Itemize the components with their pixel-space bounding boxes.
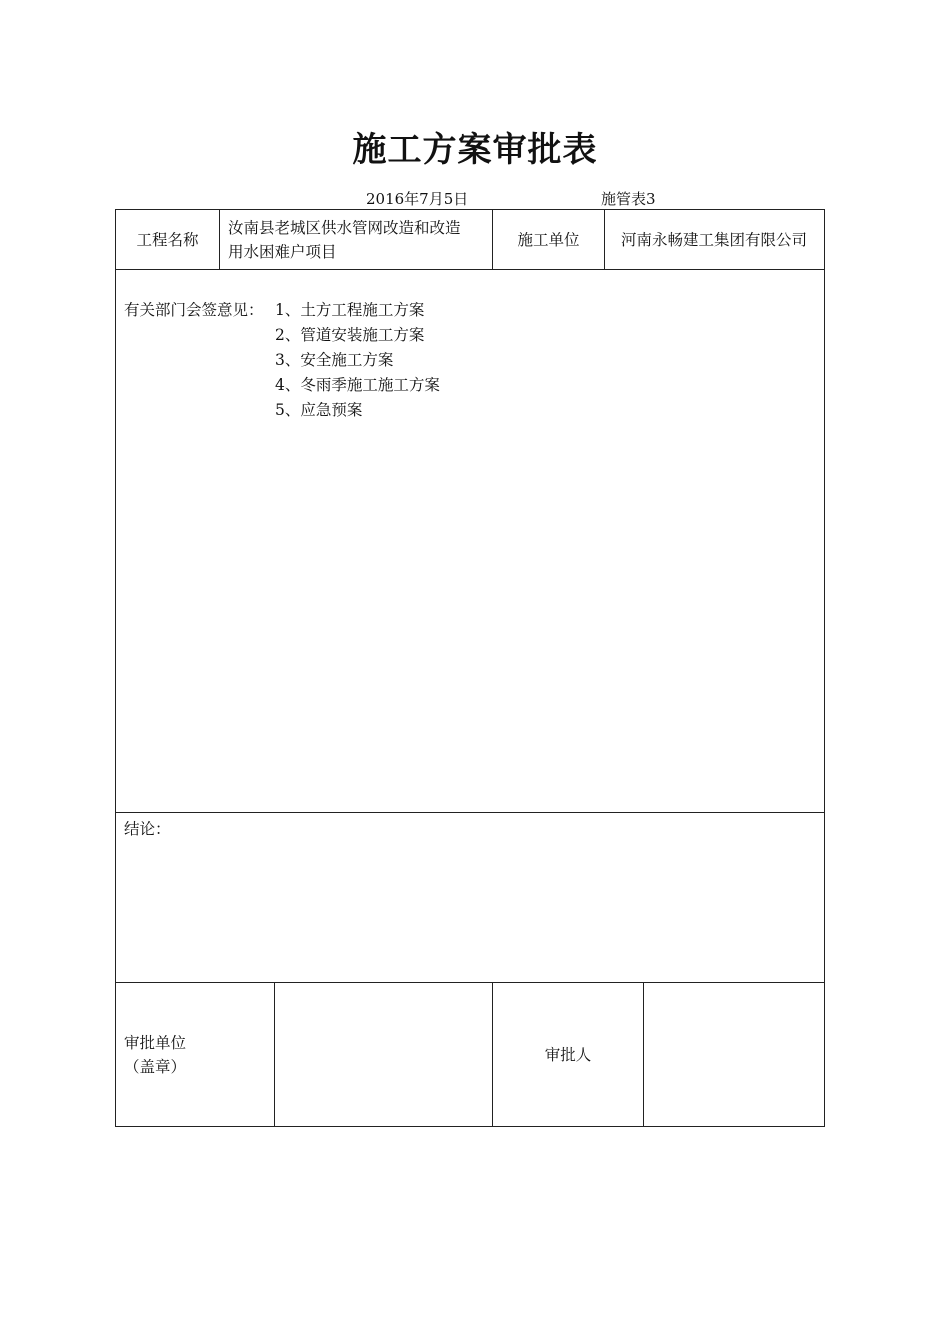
row-divider-approval [115, 982, 824, 983]
row-divider-header [115, 269, 824, 270]
approval-unit-cell [124, 1031, 186, 1079]
construction-unit-label: 施工单位 [517, 230, 580, 249]
opinions-label: 有关部门会签意见： [124, 301, 264, 319]
opinion-item: 3、安全施工方案 [275, 351, 394, 369]
form-number: 施管表3 [601, 190, 656, 208]
opinion-item: 2、管道安装施工方案 [275, 326, 425, 344]
conclusion-label: 结论： [124, 820, 171, 838]
approval-seal-label: （盖章） [124, 1058, 187, 1076]
approver-label: 审批人 [544, 1045, 592, 1064]
row-divider-conclusion [115, 812, 824, 813]
col-divider-approval-1 [274, 982, 275, 1126]
construction-unit-value: 河南永畅建工集团有限公司 [620, 230, 807, 249]
approval-table [115, 209, 825, 1127]
project-name-line1: 汝南县老城区供水管网改造和改造 [228, 219, 461, 237]
col-divider-approval-3 [643, 982, 644, 1126]
approval-unit-label: 审批单位 [124, 1034, 187, 1052]
project-name-label: 工程名称 [136, 230, 199, 249]
col-divider-1 [219, 209, 220, 269]
opinion-item: 4、冬雨季施工施工方案 [275, 376, 440, 394]
opinion-item: 1、土方工程施工方案 [275, 301, 425, 319]
project-name-line2: 用水困难户项目 [228, 243, 337, 261]
document-title: 施工方案审批表 [352, 130, 598, 170]
opinion-item: 5、应急预案 [275, 401, 363, 419]
project-name-value [228, 216, 490, 264]
document-date: 2016年7月5日 [366, 190, 469, 208]
